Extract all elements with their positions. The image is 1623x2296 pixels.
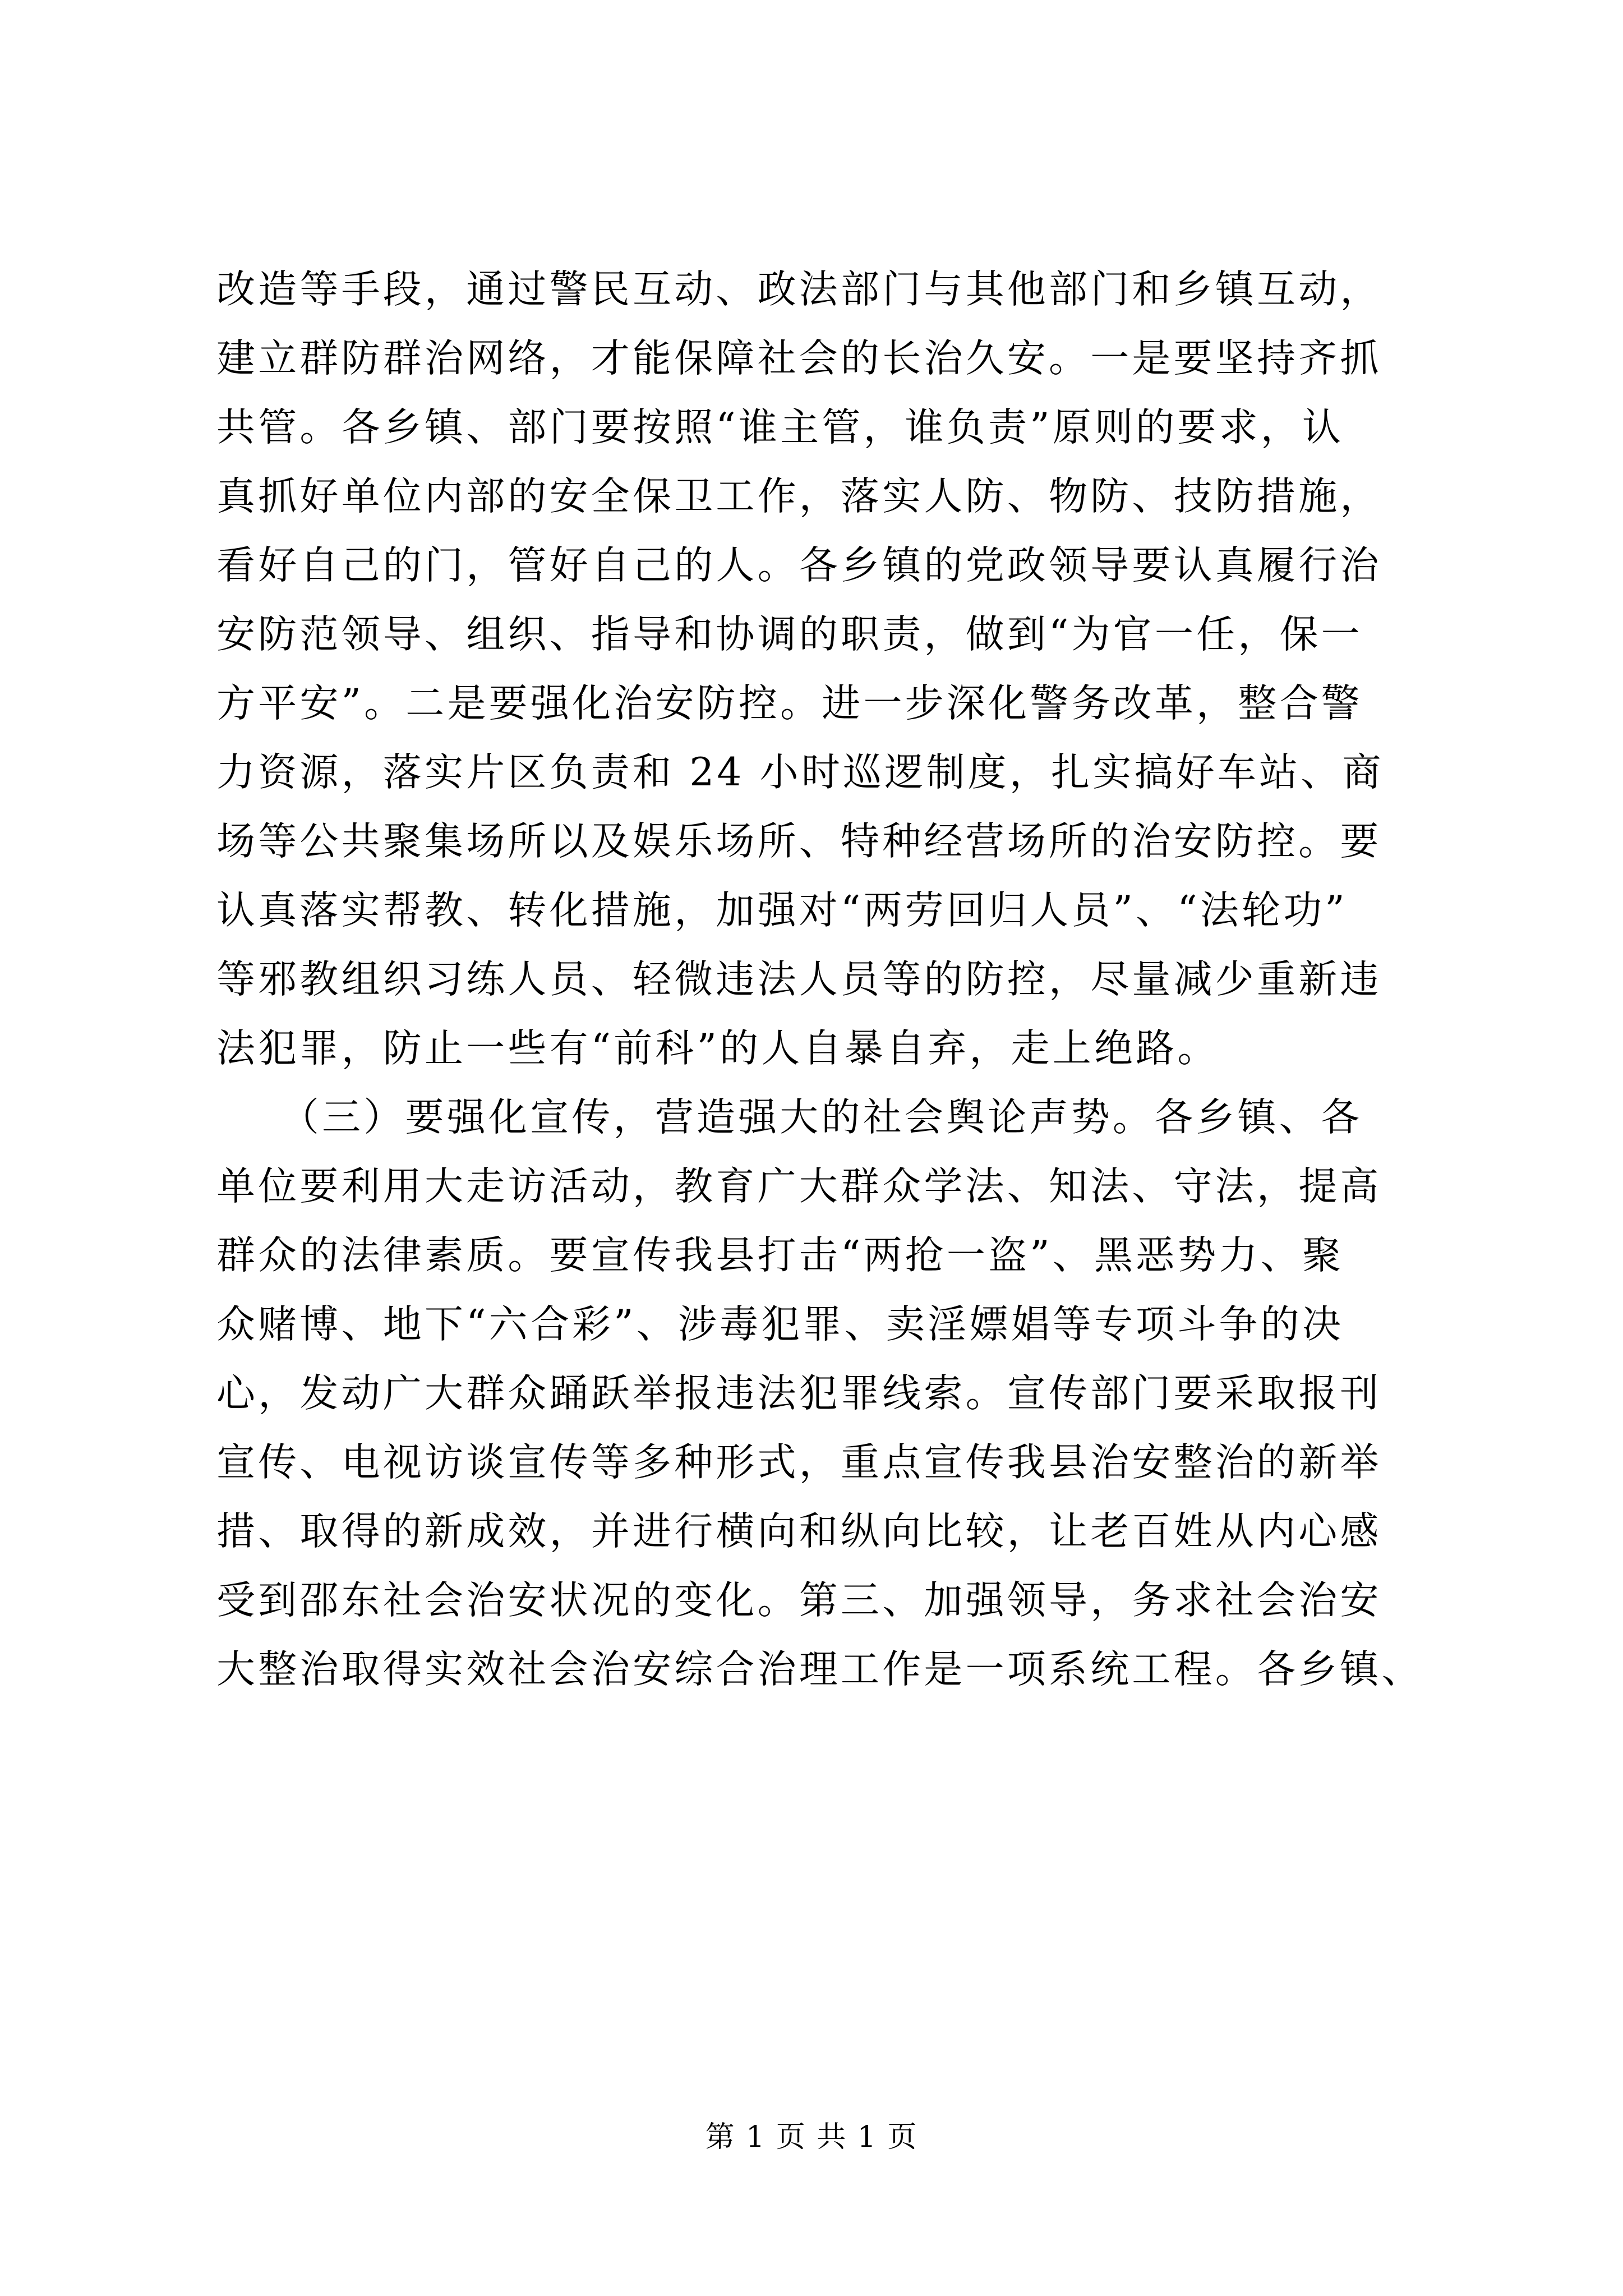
text-line: 建立群防群治网络，才能保障社会的长治久安。一是要坚持齐抓: [216, 336, 1382, 381]
text-line: 大整治取得实效社会治安综合治理工作是一项系统工程。各乡镇、: [216, 1647, 1423, 1692]
text-line: 共管。各乡镇、部门要按照“谁主管，谁负责”原则的要求，认: [216, 405, 1344, 450]
text-line: 方平安”。二是要强化治安防控。进一步深化警务改革，整合警: [216, 681, 1363, 726]
text-line: 宣传、电视访谈宣传等多种形式，重点宣传我县治安整治的新举: [216, 1440, 1382, 1485]
text-line: 场等公共聚集场所以及娱乐场所、特种经营场所的治安防控。要: [216, 819, 1382, 864]
text-line: 群众的法律素质。要宣传我县打击“两抢一盗”、黑恶势力、聚: [216, 1233, 1344, 1278]
text-line: 众赌博、地下“六合彩”、涉毒犯罪、卖淫嫖娼等专项斗争的决: [216, 1302, 1344, 1347]
text-line: 法犯罪，防止一些有“前科”的人自暴自弃，走上绝路。: [216, 1026, 1219, 1071]
text-line: 安防范领导、组织、指导和协调的职责，做到“为官一任，保一: [216, 612, 1363, 657]
page-footer: [0, 2120, 1623, 2154]
body-text: [216, 255, 1423, 1704]
text-line: 看好自己的门，管好自己的人。各乡镇的党政领导要认真履行治: [216, 543, 1382, 588]
text-line: 受到邵东社会治安状况的变化。第三、加强领导，务求社会治安: [216, 1578, 1382, 1623]
text-line: 真抓好单位内部的安全保卫工作，落实人防、物防、技防措施，: [216, 474, 1382, 519]
text-line: 认真落实帮教、转化措施，加强对“两劳回归人员”、“法轮功”: [216, 888, 1348, 933]
text-line: 力资源，落实片区负责和 24 小时巡逻制度，扎实搞好车站、商: [216, 750, 1384, 795]
text-line: 改造等手段，通过警民互动、政法部门与其他部门和乡镇互动，: [216, 267, 1382, 312]
text-line: （三）要强化宣传，营造强大的社会舆论声势。各乡镇、各: [216, 1095, 1363, 1140]
text-line: 等邪教组织习练人员、轻微违法人员等的防控，尽量减少重新违: [216, 957, 1382, 1002]
text-line: 心，发动广大群众踊跃举报违法犯罪线索。宣传部门要采取报刊: [216, 1371, 1382, 1416]
text-line: 单位要利用大走访活动，教育广大群众学法、知法、守法，提高: [216, 1164, 1382, 1209]
text-line: 措、取得的新成效，并进行横向和纵向比较，让老百姓从内心感: [216, 1509, 1382, 1554]
page-number-label: 第 1 页 共 1 页: [705, 2120, 918, 2154]
